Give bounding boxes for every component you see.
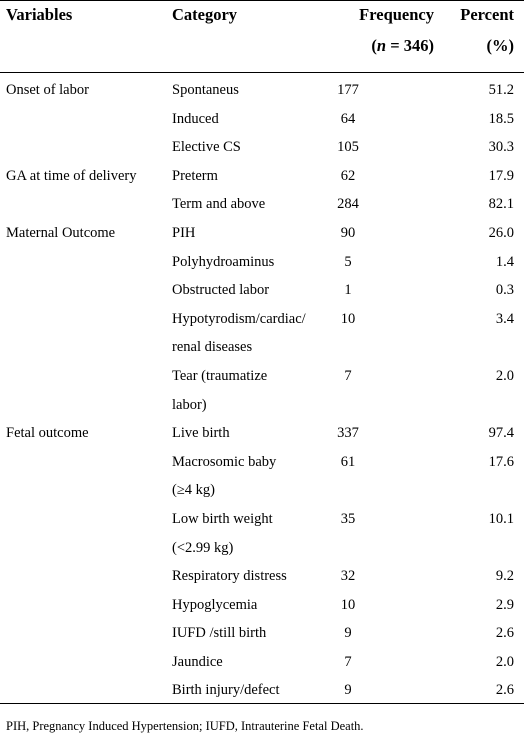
table-header	[0, 0, 524, 72]
category-line: Obstructed labor	[172, 282, 270, 299]
category-line: Live birth	[172, 425, 230, 442]
header-percent-unit: (%)	[486, 36, 514, 55]
category-line: Macrosomic baby	[172, 453, 277, 470]
cell-percent: 30.3	[488, 139, 514, 156]
table-row	[0, 305, 524, 362]
cell-percent: 3.4	[495, 310, 514, 327]
table-row	[0, 276, 524, 305]
category-line: Tear (traumatize	[172, 367, 268, 384]
cell-percent: 1.4	[495, 253, 514, 270]
cell-percent: 2.6	[495, 682, 514, 699]
cell-frequency: 64	[340, 110, 356, 127]
cell-percent: 9.2	[495, 568, 514, 585]
header-category: Category	[172, 5, 238, 24]
table-footnote: PIH, Pregnancy Induced Hypertension; IUFD, Intrauterine Fetal Death.	[6, 719, 364, 733]
table-row	[0, 219, 524, 248]
cell-category	[172, 419, 332, 448]
cell-category	[172, 648, 332, 677]
category-line: Induced	[172, 110, 219, 127]
table-row	[0, 648, 524, 677]
cell-category	[172, 448, 332, 505]
cell-percent: 0.3	[495, 282, 514, 299]
category-line: Low birth weight	[172, 510, 273, 527]
cell-category	[172, 305, 332, 362]
cell-frequency: 62	[340, 167, 356, 184]
cell-percent: 2.0	[495, 653, 514, 670]
category-line: Elective CS	[172, 139, 241, 156]
table-row	[0, 562, 524, 591]
category-line: Term and above	[172, 196, 266, 213]
table-row	[0, 505, 524, 562]
category-line: Hypoglycemia	[172, 596, 258, 613]
header-rule	[0, 72, 524, 73]
cell-variable: Onset of labor	[6, 82, 89, 98]
cell-category	[172, 505, 332, 562]
cell-percent: 10.1	[488, 510, 514, 527]
table-row	[0, 190, 524, 219]
cell-frequency: 284	[337, 196, 359, 213]
cell-variable: Fetal outcome	[6, 425, 89, 442]
table-row	[0, 676, 524, 705]
header-frequency: Frequency	[359, 5, 434, 24]
cell-frequency: 7	[344, 653, 352, 670]
cell-category	[172, 248, 332, 277]
cell-frequency: 32	[340, 568, 356, 585]
category-line: Preterm	[172, 167, 218, 184]
table-row	[0, 619, 524, 648]
cell-frequency: 9	[344, 625, 352, 642]
cell-variable: GA at time of delivery	[6, 167, 137, 184]
cell-percent: 51.2	[488, 82, 514, 98]
cell-category	[172, 219, 332, 248]
cell-frequency: 105	[337, 139, 359, 156]
category-line: labor)	[172, 396, 207, 413]
category-line: (<2.99 kg)	[172, 539, 234, 556]
cell-frequency: 177	[337, 82, 359, 98]
category-line: Jaundice	[172, 653, 223, 670]
category-line: Respiratory distress	[172, 568, 287, 585]
table-row	[0, 419, 524, 448]
cell-percent: 2.0	[495, 367, 514, 384]
cell-category	[172, 591, 332, 620]
cell-category	[172, 162, 332, 191]
table-row	[0, 76, 524, 105]
cell-percent: 17.9	[488, 167, 514, 184]
cell-frequency: 337	[337, 425, 359, 442]
table-row	[0, 362, 524, 419]
cell-percent: 18.5	[488, 110, 514, 127]
cell-frequency: 10	[340, 596, 356, 613]
category-line: PIH	[172, 224, 196, 241]
cell-frequency: 1	[344, 282, 352, 299]
cell-frequency: 9	[344, 682, 352, 699]
cell-category	[172, 190, 332, 219]
cell-frequency: 90	[340, 224, 356, 241]
cell-percent: 26.0	[488, 224, 514, 241]
table-body	[0, 76, 524, 705]
cell-category	[172, 362, 332, 419]
cell-percent: 17.6	[488, 453, 514, 470]
cell-category	[172, 619, 332, 648]
table-row	[0, 248, 524, 277]
cell-category	[172, 105, 332, 134]
cell-variable: Maternal Outcome	[6, 224, 116, 241]
cell-category	[172, 76, 332, 105]
cell-category	[172, 676, 332, 705]
bottom-rule	[0, 703, 524, 704]
table-row	[0, 105, 524, 134]
header-percent: Percent	[460, 5, 514, 24]
cell-frequency: 61	[340, 453, 356, 470]
cell-percent: 2.6	[495, 625, 514, 642]
cell-percent: 82.1	[488, 196, 514, 213]
table-row	[0, 162, 524, 191]
cell-category	[172, 276, 332, 305]
cell-frequency: 10	[340, 310, 356, 327]
category-line: (≥4 kg)	[172, 482, 215, 499]
cell-percent: 97.4	[488, 425, 514, 442]
category-line: IUFD /still birth	[172, 625, 267, 642]
header-variables: Variables	[6, 5, 73, 24]
cell-frequency: 7	[344, 367, 352, 384]
category-line: renal diseases	[172, 339, 253, 356]
header-sample-size	[371, 31, 434, 60]
cell-frequency: 35	[340, 510, 356, 527]
table-row	[0, 133, 524, 162]
table-row	[0, 591, 524, 620]
header-n-symbol: n	[376, 36, 387, 55]
cell-percent: 2.9	[495, 596, 514, 613]
cell-category	[172, 133, 332, 162]
category-line: Polyhydroaminus	[172, 253, 275, 270]
header-n-open: (	[371, 36, 377, 55]
table-row	[0, 448, 524, 505]
category-line: Birth injury/defect	[172, 682, 280, 699]
category-line: Hypotyrodism/cardiac/	[172, 310, 306, 327]
category-line: Spontaneus	[172, 82, 239, 98]
cell-frequency: 5	[344, 253, 352, 270]
header-n-value: = 346)	[386, 36, 434, 55]
cell-category	[172, 562, 332, 591]
